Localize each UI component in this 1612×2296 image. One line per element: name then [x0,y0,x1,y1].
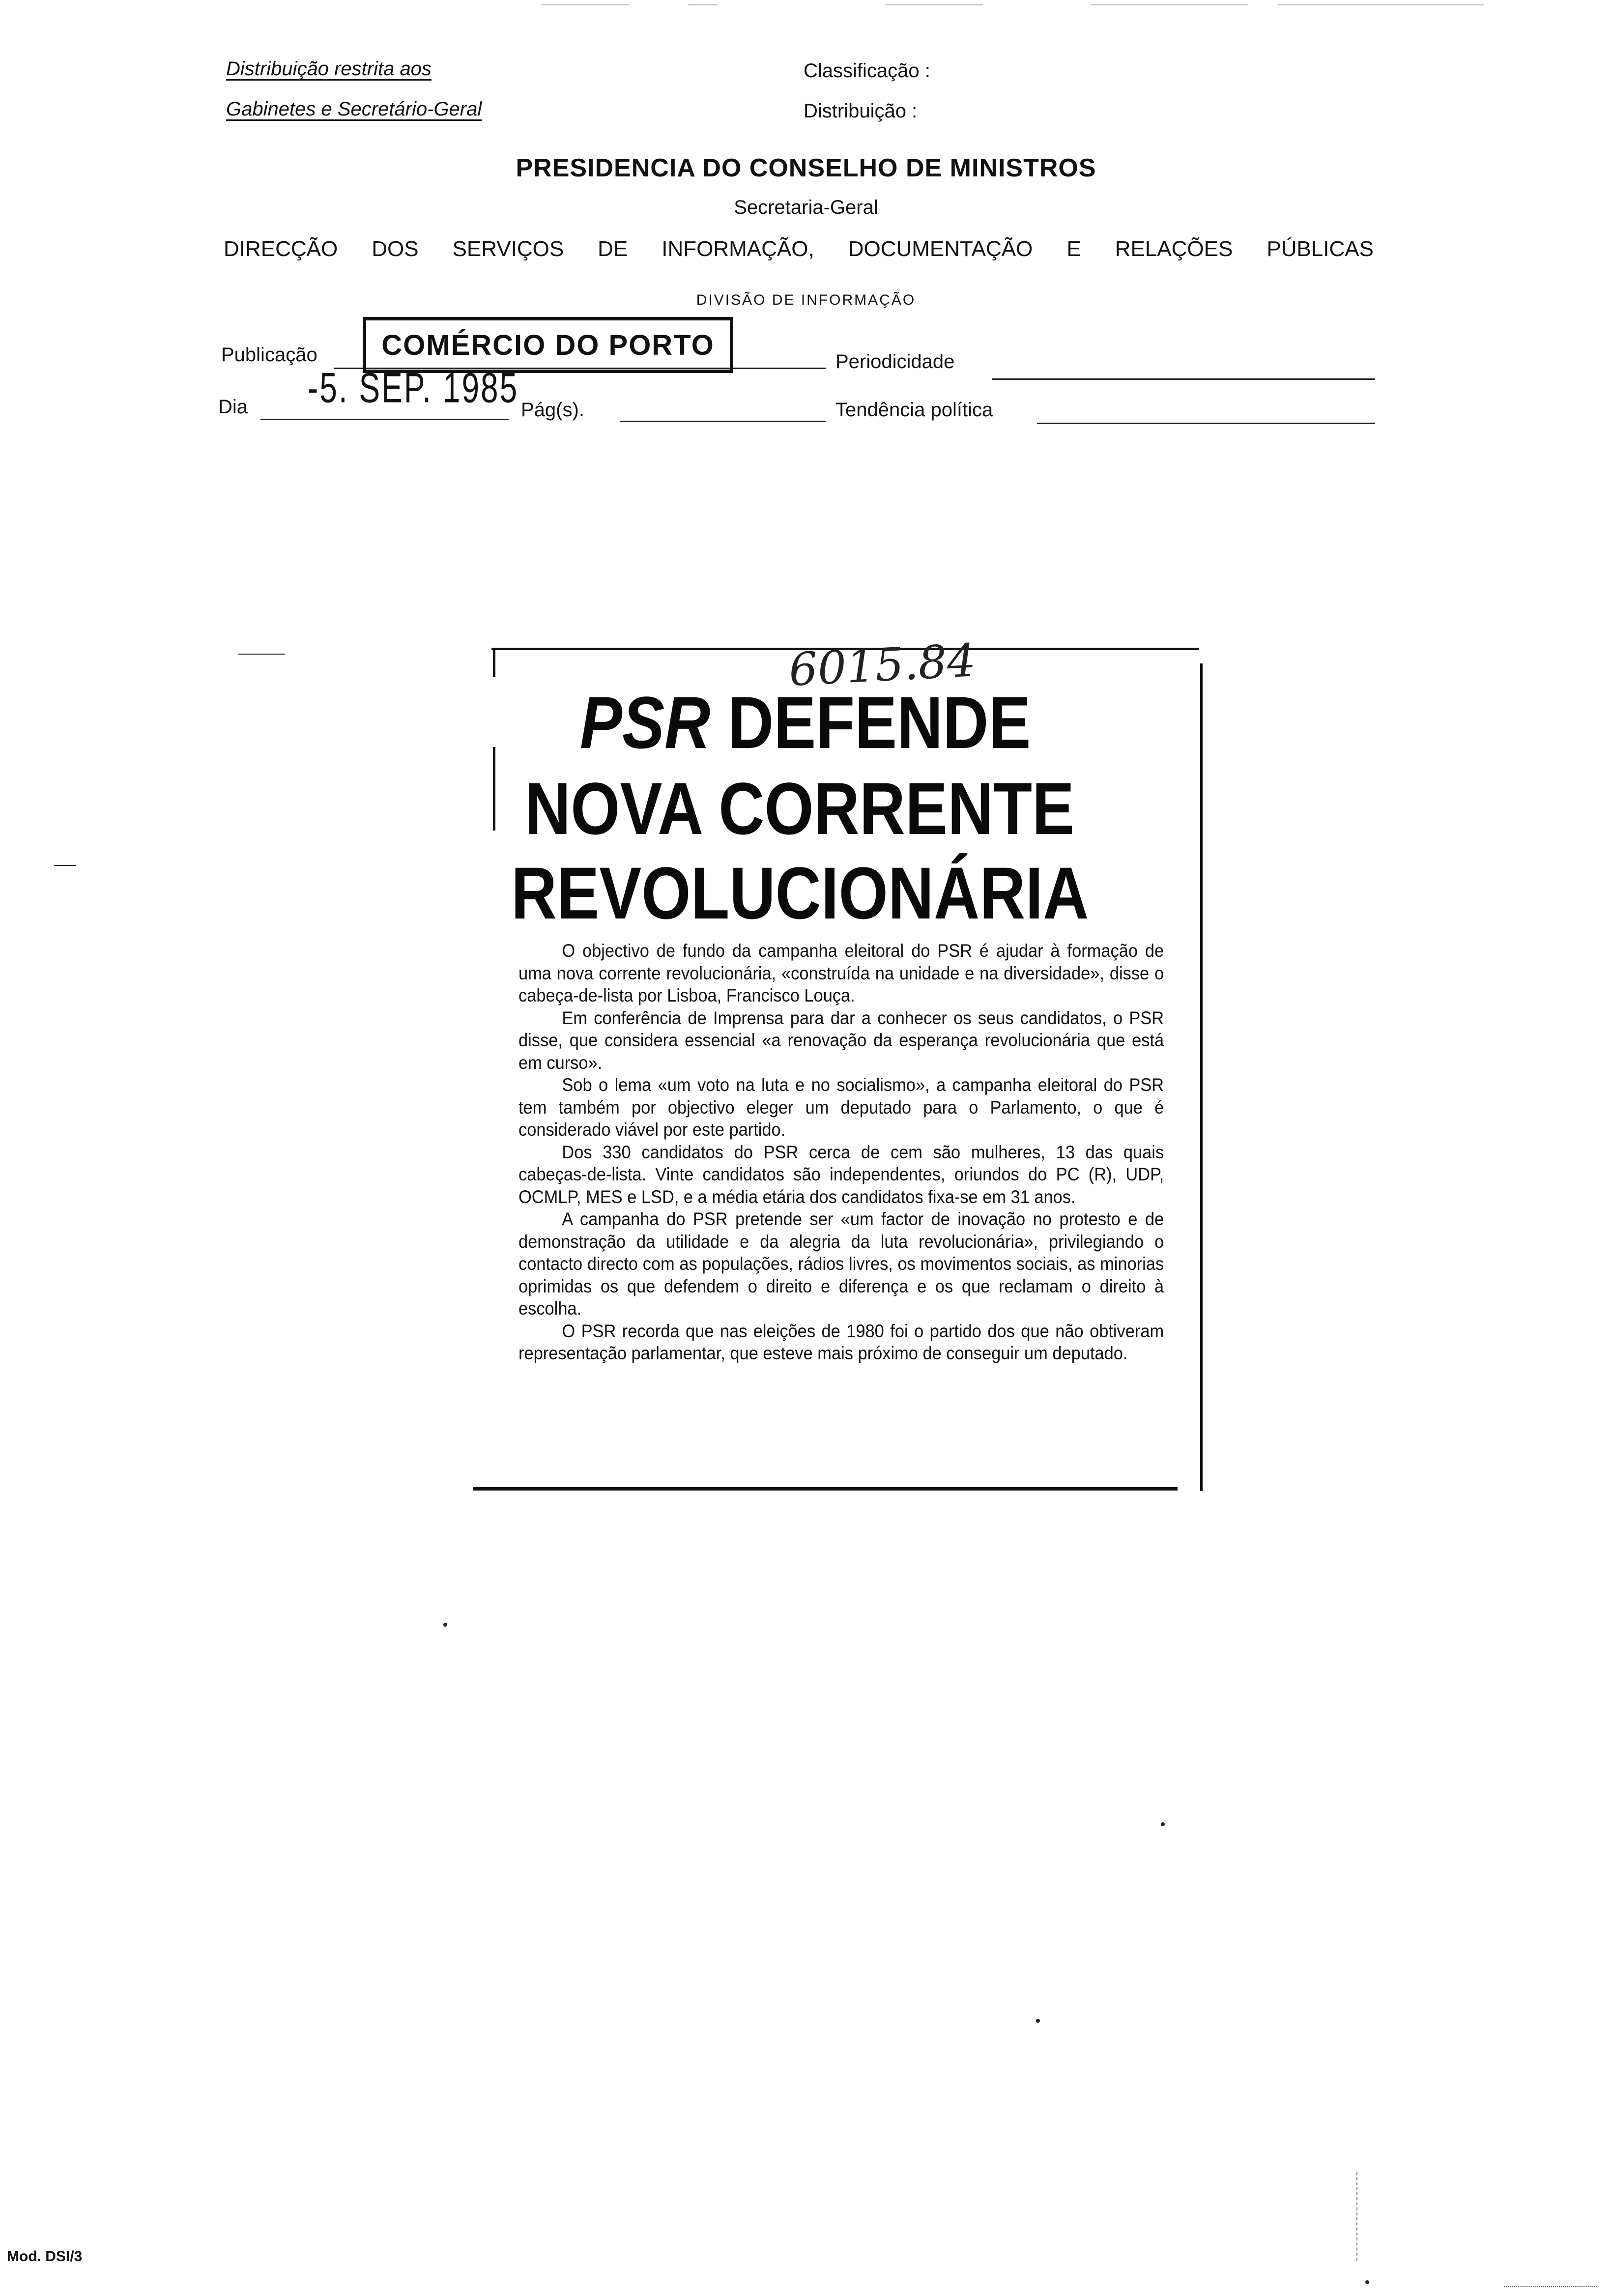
divisao-heading: DIVISÃO DE INFORMAÇÃO [696,292,916,308]
clipping-right-edge [1158,663,1203,1491]
article-body [518,940,1164,1365]
direccao-word: SERVIÇOS [452,237,564,261]
handwritten-reference: 6015.84 [787,634,977,696]
direccao-word: DIRECÇÃO [224,237,338,261]
date-stamp: -5. SEP. 1985 [308,364,519,412]
pags-label: Pág(s). [521,399,584,421]
periodicidade-field-line [992,378,1375,380]
scan-artifact [541,4,629,5]
direccao-word: DE [598,237,628,261]
direccao-word: RELAÇÕES [1115,237,1233,261]
publicacao-label: Publicação [221,344,317,366]
scan-speck [1036,2019,1040,2023]
article-paragraph: Sob o lema «um voto na luta e no socialismo», a campanha eleitoral do PSR tem também por objectivo eleger um deputado para o Parlamento, o que é considerado viável por este partido. [518,1075,1164,1140]
classificacao-label: Classificação : [804,60,930,82]
headline-line-1 [580,681,1031,764]
scan-speck [1161,1822,1165,1826]
scan-artifact [1091,4,1248,5]
article-paragraph: O objectivo de fundo da campanha eleitoral do PSR é ajudar à formação de uma nova corrente revolucionária, «construída na unidade e na diversidade», disse o cabeça-de-lista por Lisboa, Francisco Louça. [518,941,1164,1005]
dia-label: Dia [218,396,248,418]
distribuicao-label: Distribuição : [804,100,918,122]
headline-psr: PSR [580,681,711,764]
page-subtitle: Secretaria-Geral [734,197,878,218]
scan-artifact [688,4,718,5]
scan-artifact [885,4,983,5]
article-paragraph: Dos 330 candidatos do PSR cerca de cem são mulheres, 13 das quais cabeças-de-lista. Vinte candidatos são independentes, oriundos do PC (R), UDP, OCMLP, MES e LSD, e a média etária dos candidatos fixa-se em 31 anos. [518,1142,1164,1207]
article-paragraph: Em conferência de Imprensa para dar a conhecer os seus candidatos, o PSR disse, que considera essencial «a renovação da esperança revolucionária que está em curso». [518,1007,1164,1073]
periodicidade-label: Periodicidade [835,351,955,373]
article-paragraph: A campanha do PSR pretende ser «um factor de inovação no protesto e de demonstração da utilidade e da alegria da luta revolucionária», privilegiando o contacto directo com as populações, rádios livres, os movimentos sociais, as minorias oprimidas os que defendem o direito e diferença e os que reclamam o direito à escolha. [518,1209,1164,1319]
form-model-code: Mod. DSI/3 [7,2248,83,2265]
distribution-note-line1: Distribuição restrita aos [226,58,432,80]
publication-stamp: COMÉRCIO DO PORTO [363,317,733,373]
clipping-left-edge [493,648,500,677]
direccao-word: DOS [372,237,419,261]
direccao-heading [224,237,1374,261]
clipping-bottom-edge [473,1487,1178,1491]
article-paragraph: O PSR recorda que nas eleições de 1980 foi o partido dos que não obtiveram representação parlamentar, que esteve mais próximo de conseguir um deputado. [518,1320,1164,1363]
clipping-left-edge [493,747,500,831]
page-title: PRESIDENCIA DO CONSELHO DE MINISTROS [516,154,1096,182]
scan-speck [1365,2280,1369,2284]
headline-defende: DEFENDE [710,681,1031,764]
pags-field-line [620,421,826,422]
direccao-word: PÚBLICAS [1267,237,1374,261]
scan-speck [443,1623,447,1627]
tendencia-label: Tendência política [835,399,993,421]
stray-mark [238,654,285,655]
direccao-word: DOCUMENTAÇÃO [848,237,1033,261]
distribution-note-line2: Gabinetes e Secretário-Geral [226,98,482,120]
tendencia-field-line [1037,423,1375,424]
stray-mark [54,865,76,866]
headline-line-3: REVOLUCIONÁRIA [511,852,1089,934]
headline-line-2: NOVA CORRENTE [525,767,1075,850]
dia-field-line [260,419,509,420]
scan-edge-mark [1504,2286,1597,2287]
scan-artifact [1278,4,1484,5]
direccao-word: INFORMAÇÃO, [662,237,814,261]
scan-edge-mark [1356,2172,1357,2261]
direccao-word: E [1066,237,1081,261]
